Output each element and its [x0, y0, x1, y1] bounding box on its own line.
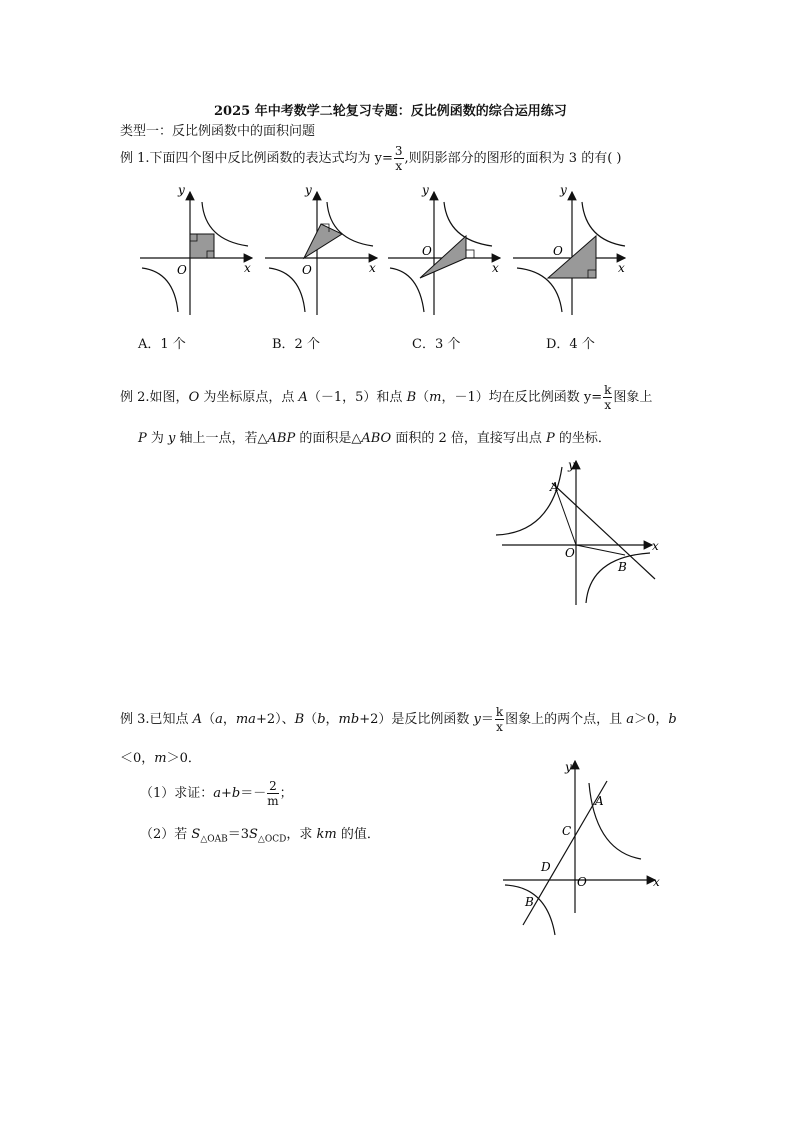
text: 为坐标原点，点 [199, 390, 299, 405]
text: ， [325, 712, 339, 727]
example-2-label: 例 2. [120, 390, 150, 405]
text: 图象上 [613, 390, 653, 405]
text: 面积的 2 倍，直接写出点 [391, 431, 547, 446]
text: ＞0， [634, 712, 669, 727]
example-1-text-before: 例 1.下面四个图中反比例函数的表达式均为 y= [120, 151, 393, 166]
graph-b-y-label: y [305, 183, 312, 197]
graph-b-x-label: x [369, 261, 376, 275]
text: （1）求证： [140, 786, 214, 801]
text: ＝－ [240, 786, 267, 801]
fraction-numerator: 3 [394, 144, 403, 158]
var-mb: mb [338, 712, 360, 727]
fraction-denominator: m [267, 794, 279, 808]
point-d-label: D [541, 860, 551, 874]
fraction-denominator: x [604, 398, 612, 412]
point-a-label: A [595, 794, 604, 808]
var-b: B [294, 712, 305, 727]
graph-a [140, 183, 252, 315]
text: 图象上的两个点，且 [505, 712, 627, 727]
graph-c-y-label: y [422, 183, 429, 197]
text: （ [304, 712, 318, 727]
text: 的值． [336, 827, 380, 842]
graph-d-x-label: x [618, 261, 625, 275]
text: 如图， [149, 390, 189, 405]
var-o: O [188, 390, 200, 405]
var-b: B [406, 390, 417, 405]
fraction-numerator: k [495, 705, 504, 719]
option-b: B．2 个 [272, 337, 320, 352]
graph-c-origin-label: O [422, 244, 432, 258]
text: （ [202, 712, 216, 727]
text: ＞0． [166, 751, 201, 766]
text: 为 [146, 431, 169, 446]
var-ma: ma [235, 712, 256, 727]
fraction-denominator: x [496, 720, 503, 734]
point-b-label: B [525, 895, 534, 909]
text: ，求 [286, 827, 317, 842]
option-d: D．4 个 [546, 337, 595, 352]
graph-a-y-label: y [178, 183, 185, 197]
var-b-lower: b [317, 712, 326, 727]
subscript-ocd: △OCD [257, 834, 287, 845]
example-3-question-1 [140, 780, 293, 807]
graph-c [388, 183, 500, 315]
text: （－1，5）和点 [307, 390, 407, 405]
example-2-line-2 [138, 427, 611, 446]
graph-d [513, 183, 625, 315]
var-p: P [546, 431, 555, 446]
text: ＝ [480, 712, 494, 727]
y-axis-label: y [565, 760, 572, 774]
var-a-lower: a [215, 712, 223, 727]
example-1-fraction [394, 145, 404, 172]
question-1-fraction [267, 780, 278, 807]
var-a: A [192, 712, 203, 727]
example-1-question [120, 145, 622, 172]
x-axis-label: x [653, 875, 660, 889]
text: 轴上一点，若△ [175, 431, 268, 446]
var-m: m [429, 390, 442, 405]
example-2-fraction [603, 384, 612, 411]
text: ， [222, 712, 236, 727]
example-1-graphs [130, 180, 650, 320]
text: ； [279, 786, 293, 801]
origin-label: O [577, 875, 587, 889]
graph-d-origin-label: O [553, 244, 563, 258]
var-m: m [154, 751, 167, 766]
var-a: A [298, 390, 308, 405]
graph-d-y-label: y [560, 183, 567, 197]
text: 的面积是△ [295, 431, 362, 446]
text: 的坐标． [554, 431, 611, 446]
graph-c-x-label: x [492, 261, 499, 275]
fraction-numerator: k [604, 383, 612, 397]
example-3-line-2 [120, 747, 201, 766]
text: （ [416, 390, 430, 405]
text: ，－1）均在反比例函数 y= [441, 390, 603, 405]
y-axis-label: y [568, 458, 575, 472]
text: +2）是反比例函数 [359, 712, 474, 727]
page-title: 2025 年中考数学二轮复习专题：反比例函数的综合运用练习 [214, 104, 567, 119]
var-s: S [191, 827, 201, 842]
example-3-fraction [495, 706, 504, 733]
fraction-numerator: 2 [269, 779, 277, 793]
text: ＜0， [120, 751, 155, 766]
example-3-graph [495, 755, 670, 940]
fraction-denominator: x [395, 159, 403, 173]
var-y: y [168, 431, 176, 446]
var-p: P [138, 431, 147, 446]
var-a-lower: a [626, 712, 635, 727]
example-2-line-1 [120, 384, 652, 411]
example-3-line-1 [120, 706, 677, 733]
text: +2）、 [255, 712, 295, 727]
var-abp: ABP [267, 431, 296, 446]
origin-label: O [565, 546, 575, 560]
graph-b-origin-label: O [302, 263, 312, 277]
option-c: C．3 个 [412, 337, 461, 352]
point-b-label: B [618, 560, 627, 574]
option-a: A．1 个 [138, 337, 186, 352]
graph-a-x-label: x [244, 261, 251, 275]
x-axis-label: x [652, 539, 659, 553]
graph-b [265, 183, 377, 315]
var-abo: ABO [361, 431, 392, 446]
var-b-lower: b [668, 712, 677, 727]
text: 例 3.已知点 [120, 712, 193, 727]
text: ＝3 [227, 827, 250, 842]
var-s: S [249, 827, 258, 842]
expr-a-plus-b: a+b [213, 786, 241, 801]
example-3-question-2 [140, 823, 380, 845]
subscript-oab: △OAB [200, 834, 228, 845]
section-heading: 类型一：反比例函数中的面积问题 [120, 124, 316, 139]
var-y: y [473, 712, 481, 727]
var-km: km [316, 827, 337, 842]
example-2-graph [490, 455, 670, 610]
point-c-label: C [562, 824, 572, 838]
point-a-label: A [550, 480, 559, 494]
graph-a-origin-label: O [177, 263, 187, 277]
text: （2）若 [140, 827, 192, 842]
example-1-text-after: ,则阴影部分的图形的面积为 3 的有( ) [404, 151, 622, 166]
